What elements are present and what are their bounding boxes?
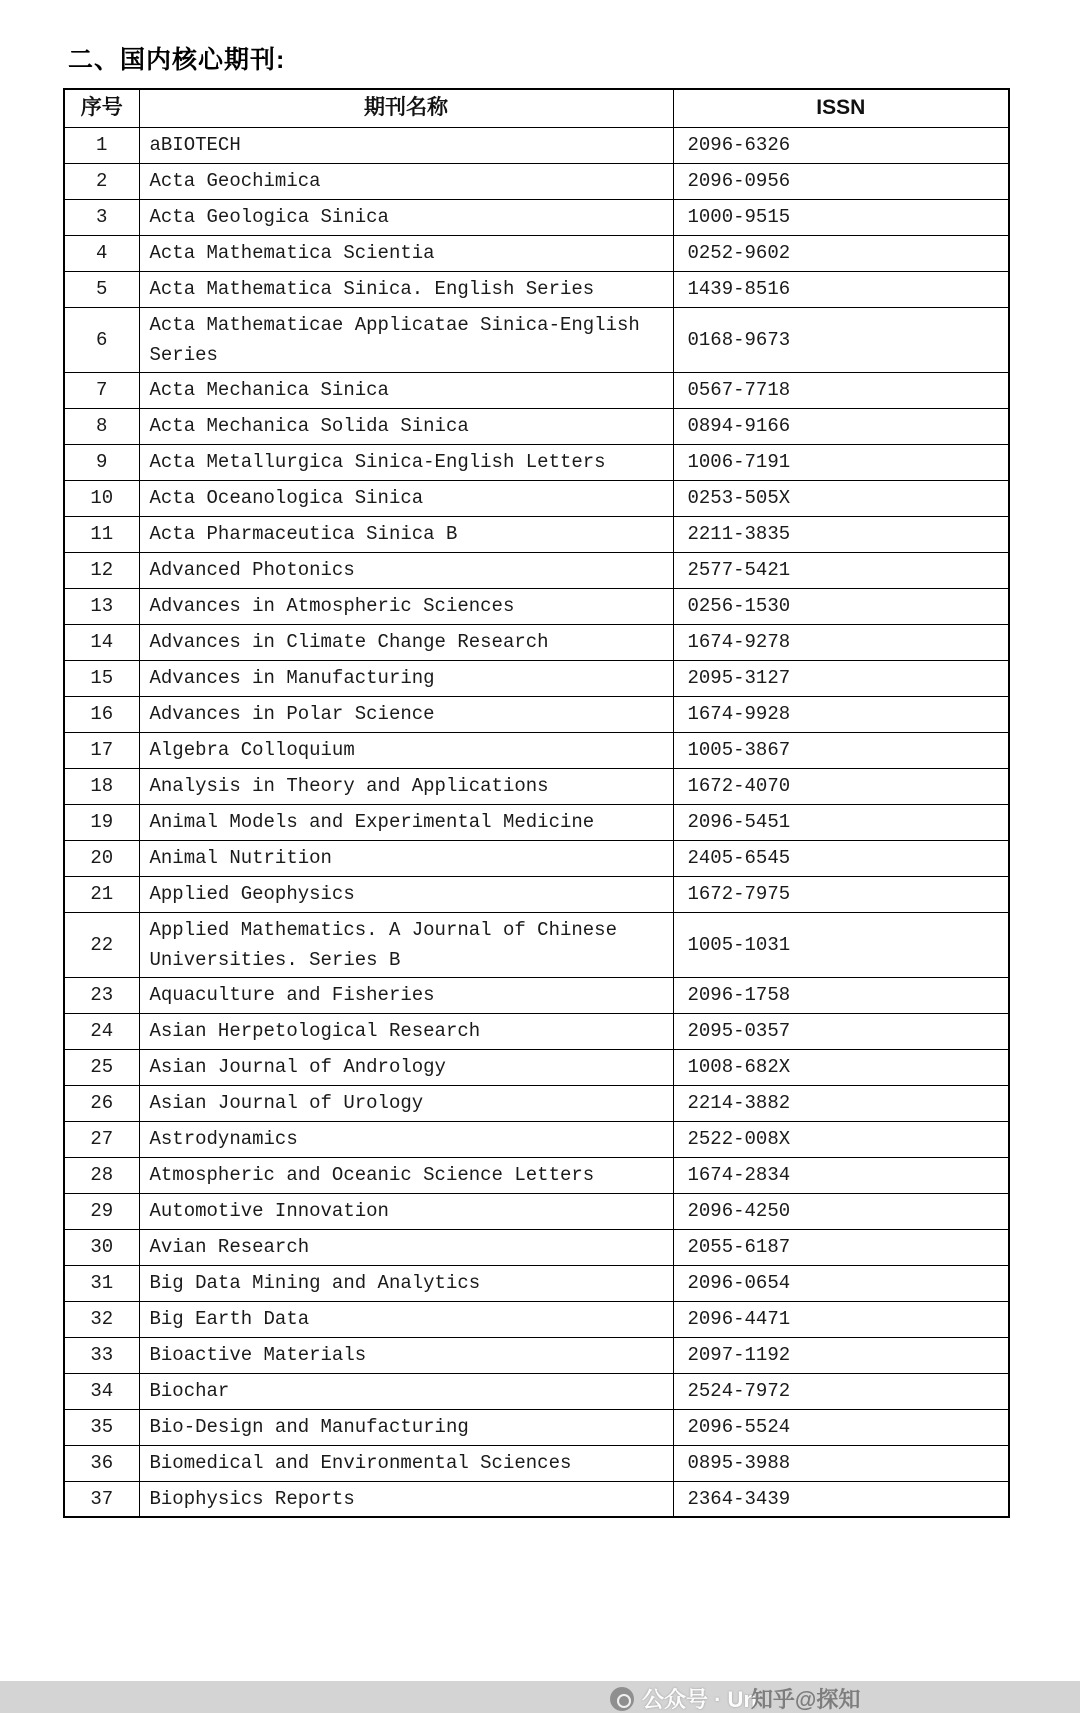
row-number: 31 — [64, 1265, 139, 1301]
table-row — [64, 1049, 1009, 1085]
row-number: 21 — [64, 876, 139, 912]
row-number: 4 — [64, 235, 139, 271]
camera-icon — [610, 1687, 634, 1711]
issn-value: 1674-9928 — [673, 696, 1009, 732]
journal-name: Animal Models and Experimental Medicine — [139, 804, 673, 840]
issn-value: 2214-3882 — [673, 1085, 1009, 1121]
journal-name: Asian Journal of Urology — [139, 1085, 673, 1121]
table-row — [64, 588, 1009, 624]
row-number: 37 — [64, 1481, 139, 1517]
journal-name: Automotive Innovation — [139, 1193, 673, 1229]
issn-value: 2096-6326 — [673, 127, 1009, 163]
row-number: 9 — [64, 444, 139, 480]
row-number: 11 — [64, 516, 139, 552]
journal-table-body — [64, 127, 1009, 1517]
table-row — [64, 1229, 1009, 1265]
journal-name: Avian Research — [139, 1229, 673, 1265]
table-row — [64, 372, 1009, 408]
journal-name: Acta Geologica Sinica — [139, 199, 673, 235]
row-number: 33 — [64, 1337, 139, 1373]
row-number: 13 — [64, 588, 139, 624]
issn-value: 2096-0654 — [673, 1265, 1009, 1301]
journal-name: Biomedical and Environmental Sciences — [139, 1445, 673, 1481]
table-row — [64, 624, 1009, 660]
journal-name: Advances in Manufacturing — [139, 660, 673, 696]
row-number: 7 — [64, 372, 139, 408]
issn-value: 0252-9602 — [673, 235, 1009, 271]
watermark — [610, 1683, 860, 1713]
table-row — [64, 1373, 1009, 1409]
row-number: 22 — [64, 912, 139, 977]
table-row — [64, 660, 1009, 696]
row-number: 17 — [64, 732, 139, 768]
row-number: 25 — [64, 1049, 139, 1085]
journal-name: Acta Mathematica Scientia — [139, 235, 673, 271]
journal-name: Biochar — [139, 1373, 673, 1409]
table-row — [64, 271, 1009, 307]
issn-value: 1005-1031 — [673, 912, 1009, 977]
table-row — [64, 732, 1009, 768]
issn-value: 0168-9673 — [673, 307, 1009, 372]
journal-name: Acta Mechanica Sinica — [139, 372, 673, 408]
row-number: 29 — [64, 1193, 139, 1229]
row-number: 16 — [64, 696, 139, 732]
table-row — [64, 804, 1009, 840]
table-row — [64, 840, 1009, 876]
issn-value: 2096-4471 — [673, 1301, 1009, 1337]
table-row — [64, 408, 1009, 444]
journal-name: aBIOTECH — [139, 127, 673, 163]
row-number: 26 — [64, 1085, 139, 1121]
row-number: 2 — [64, 163, 139, 199]
issn-value: 2095-0357 — [673, 1013, 1009, 1049]
journal-name: Acta Mathematica Sinica. English Series — [139, 271, 673, 307]
table-row — [64, 480, 1009, 516]
journal-name: Algebra Colloquium — [139, 732, 673, 768]
journal-name: Acta Metallurgica Sinica-English Letters — [139, 444, 673, 480]
issn-value: 1672-4070 — [673, 768, 1009, 804]
issn-value: 2364-3439 — [673, 1481, 1009, 1517]
table-row — [64, 876, 1009, 912]
table-row — [64, 199, 1009, 235]
table-row — [64, 1193, 1009, 1229]
table-row — [64, 552, 1009, 588]
journal-name: Advances in Atmospheric Sciences — [139, 588, 673, 624]
journal-name: Big Earth Data — [139, 1301, 673, 1337]
issn-value: 1005-3867 — [673, 732, 1009, 768]
issn-value: 2055-6187 — [673, 1229, 1009, 1265]
issn-value: 2096-1758 — [673, 977, 1009, 1013]
row-number: 24 — [64, 1013, 139, 1049]
issn-value: 0256-1530 — [673, 588, 1009, 624]
header-cell-number: 序号 — [64, 89, 139, 127]
issn-value: 1439-8516 — [673, 271, 1009, 307]
table-row — [64, 1445, 1009, 1481]
issn-value: 2096-5451 — [673, 804, 1009, 840]
journal-name: Applied Geophysics — [139, 876, 673, 912]
journal-name: Acta Pharmaceutica Sinica B — [139, 516, 673, 552]
row-number: 10 — [64, 480, 139, 516]
row-number: 5 — [64, 271, 139, 307]
table-row — [64, 1157, 1009, 1193]
table-row — [64, 307, 1009, 372]
issn-value: 2522-008X — [673, 1121, 1009, 1157]
table-row — [64, 1301, 1009, 1337]
journal-name: Advances in Polar Science — [139, 696, 673, 732]
watermark-bar — [0, 1681, 1080, 1713]
journal-name: Advances in Climate Change Research — [139, 624, 673, 660]
issn-value: 2577-5421 — [673, 552, 1009, 588]
row-number: 19 — [64, 804, 139, 840]
journal-name: Bio-Design and Manufacturing — [139, 1409, 673, 1445]
issn-value: 2096-4250 — [673, 1193, 1009, 1229]
table-row — [64, 1013, 1009, 1049]
table-row — [64, 768, 1009, 804]
issn-value: 2211-3835 — [673, 516, 1009, 552]
row-number: 1 — [64, 127, 139, 163]
journal-name: Aquaculture and Fisheries — [139, 977, 673, 1013]
issn-value: 1674-2834 — [673, 1157, 1009, 1193]
journal-name: Asian Herpetological Research — [139, 1013, 673, 1049]
issn-value: 0895-3988 — [673, 1445, 1009, 1481]
row-number: 20 — [64, 840, 139, 876]
table-row — [64, 516, 1009, 552]
table-row — [64, 1481, 1009, 1517]
issn-value: 1000-9515 — [673, 199, 1009, 235]
journal-name: Big Data Mining and Analytics — [139, 1265, 673, 1301]
journal-name: Astrodynamics — [139, 1121, 673, 1157]
issn-value: 1008-682X — [673, 1049, 1009, 1085]
table-row — [64, 696, 1009, 732]
table-row — [64, 163, 1009, 199]
issn-value: 1672-7975 — [673, 876, 1009, 912]
journal-name: Bioactive Materials — [139, 1337, 673, 1373]
issn-value: 1006-7191 — [673, 444, 1009, 480]
issn-value: 1674-9278 — [673, 624, 1009, 660]
table-row — [64, 127, 1009, 163]
issn-value: 0894-9166 — [673, 408, 1009, 444]
row-number: 8 — [64, 408, 139, 444]
issn-value: 0567-7718 — [673, 372, 1009, 408]
journal-name: Acta Mechanica Solida Sinica — [139, 408, 673, 444]
row-number: 14 — [64, 624, 139, 660]
row-number: 34 — [64, 1373, 139, 1409]
journal-name: Acta Mathematicae Applicatae Sinica-English Series — [139, 307, 673, 372]
issn-value: 2095-3127 — [673, 660, 1009, 696]
issn-value: 2097-1192 — [673, 1337, 1009, 1373]
table-row — [64, 444, 1009, 480]
table-row — [64, 912, 1009, 977]
table-row — [64, 1265, 1009, 1301]
row-number: 36 — [64, 1445, 139, 1481]
journal-name: Animal Nutrition — [139, 840, 673, 876]
row-number: 6 — [64, 307, 139, 372]
issn-value: 0253-505X — [673, 480, 1009, 516]
issn-value: 2405-6545 — [673, 840, 1009, 876]
header-row — [64, 89, 1009, 127]
issn-value: 2096-5524 — [673, 1409, 1009, 1445]
journal-name: Acta Oceanologica Sinica — [139, 480, 673, 516]
row-number: 27 — [64, 1121, 139, 1157]
journal-name: Acta Geochimica — [139, 163, 673, 199]
wechat-watermark-text: 公众号 · Un — [642, 1687, 757, 1712]
header-cell-journal-name: 期刊名称 — [139, 89, 673, 127]
journal-name: Applied Mathematics. A Journal of Chinese Universities. Series B — [139, 912, 673, 977]
table-row — [64, 1409, 1009, 1445]
issn-value: 2096-0956 — [673, 163, 1009, 199]
journal-name: Advanced Photonics — [139, 552, 673, 588]
section-heading: 二、国内核心期刊: — [68, 46, 286, 74]
row-number: 18 — [64, 768, 139, 804]
row-number: 32 — [64, 1301, 139, 1337]
header-cell-issn: ISSN — [673, 89, 1009, 127]
zhihu-watermark-text: 知乎@探知 — [750, 1687, 861, 1712]
journal-name: Analysis in Theory and Applications — [139, 768, 673, 804]
table-row — [64, 1121, 1009, 1157]
journal-table-header — [64, 89, 1009, 127]
row-number: 28 — [64, 1157, 139, 1193]
journal-name: Asian Journal of Andrology — [139, 1049, 673, 1085]
row-number: 35 — [64, 1409, 139, 1445]
table-row — [64, 977, 1009, 1013]
table-row — [64, 235, 1009, 271]
journal-table — [63, 88, 1010, 1518]
table-row — [64, 1337, 1009, 1373]
row-number: 23 — [64, 977, 139, 1013]
issn-value: 2524-7972 — [673, 1373, 1009, 1409]
table-row — [64, 1085, 1009, 1121]
journal-name: Biophysics Reports — [139, 1481, 673, 1517]
journal-name: Atmospheric and Oceanic Science Letters — [139, 1157, 673, 1193]
row-number: 3 — [64, 199, 139, 235]
row-number: 12 — [64, 552, 139, 588]
row-number: 15 — [64, 660, 139, 696]
row-number: 30 — [64, 1229, 139, 1265]
